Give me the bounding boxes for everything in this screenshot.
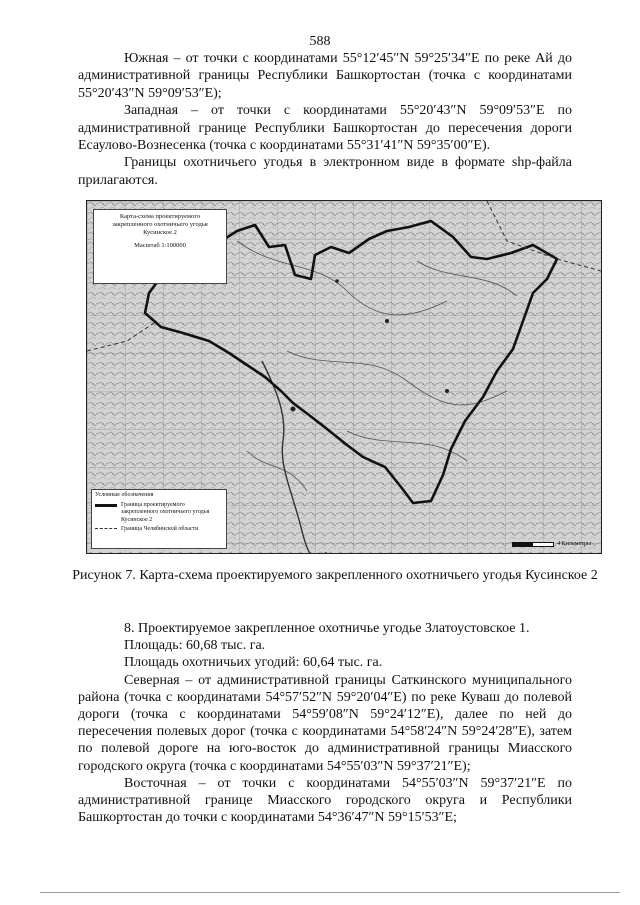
paragraph-shp-note: Границы охотничьего угодья в электронном виде в формате shp-файла прилагаются. [78,155,572,188]
map-scale: Масштаб 1:100000 [134,242,186,249]
bottom-text-block [78,620,572,826]
legend-label: Граница проектируемого закрепленного охотничьего угодья Кусинское 2 [121,501,210,523]
top-text-block [78,50,572,189]
legend-item [95,526,223,534]
paragraph-north-boundary: Северная – от административной границы Саткинского муниципального района (точка с координатами 54°57′52″N 59°20′04″E) по реке Куваш до полевой дороги (точка с координатами 54°59′08″N 59°24′12″E), далее по ней до пересечения полевых дорог (точка с координатами 54°58′24″N 59°24′28″E), затем по полевой дороге на юго-восток до административной границы Миасского городского округа (точка с координатами 54°55′03″N 59°37′21″E); [78,672,572,774]
map-figure [86,200,602,554]
legend-label: Граница Челябинской области [121,526,199,532]
legend-item [95,502,223,525]
section-heading: 8. Проектируемое закрепленное охотничье угодье Златоустовское 1. [124,621,530,636]
area-line: Площадь: 60,68 тыс. га. [124,638,266,654]
map-title-line: закрепленного охотничьего угодья [112,221,208,228]
paragraph-east-boundary: Восточная – от точки с координатами 54°55′03″N 59°37′21″E по административной границе Миасского городского округа и Республики Башкортостан до точки с координатами 54°36′47″N 59°15′53″E; [78,775,572,826]
legend-title: Условные обозначения [95,492,154,498]
hunting-area-line: Площадь охотничьих угодий: 60,64 тыс. га. [124,655,383,671]
page-bottom-rule [40,892,620,893]
map-scale-bar [512,541,591,547]
page-number: 588 [309,34,331,49]
map-title-line: Кусинское 2 [143,229,177,236]
paragraph-west-boundary: Западная – от точки с координатами 55°20′43″N 59°09′53″E по административной границе Республики Башкортостан до пересечения дороги Есаулово-Вознесенка (точка с координатами 55°31′41″N 59°35′00″E). [78,103,572,154]
legend-swatch-region [95,528,117,529]
paragraph-south-boundary: Южная – от точки с координатами 55°12′45″N 59°25′34″E по реке Ай до административной границы Республики Башкортостан (точка с координатами 55°20′43″N 59°09′53″E); [78,51,572,101]
legend-swatch-boundary [95,504,117,507]
figure-caption: Рисунок 7. Карта-схема проектируемого закрепленного охотничьего угодья Кусинское 2 [72,568,598,583]
scale-bar-graphic [512,542,554,547]
map-legend [91,489,227,549]
map-title-line: Карта-схема проектируемого [119,213,201,220]
map-title-box [93,209,227,284]
scale-bar-label: 4 Километры [557,541,591,547]
